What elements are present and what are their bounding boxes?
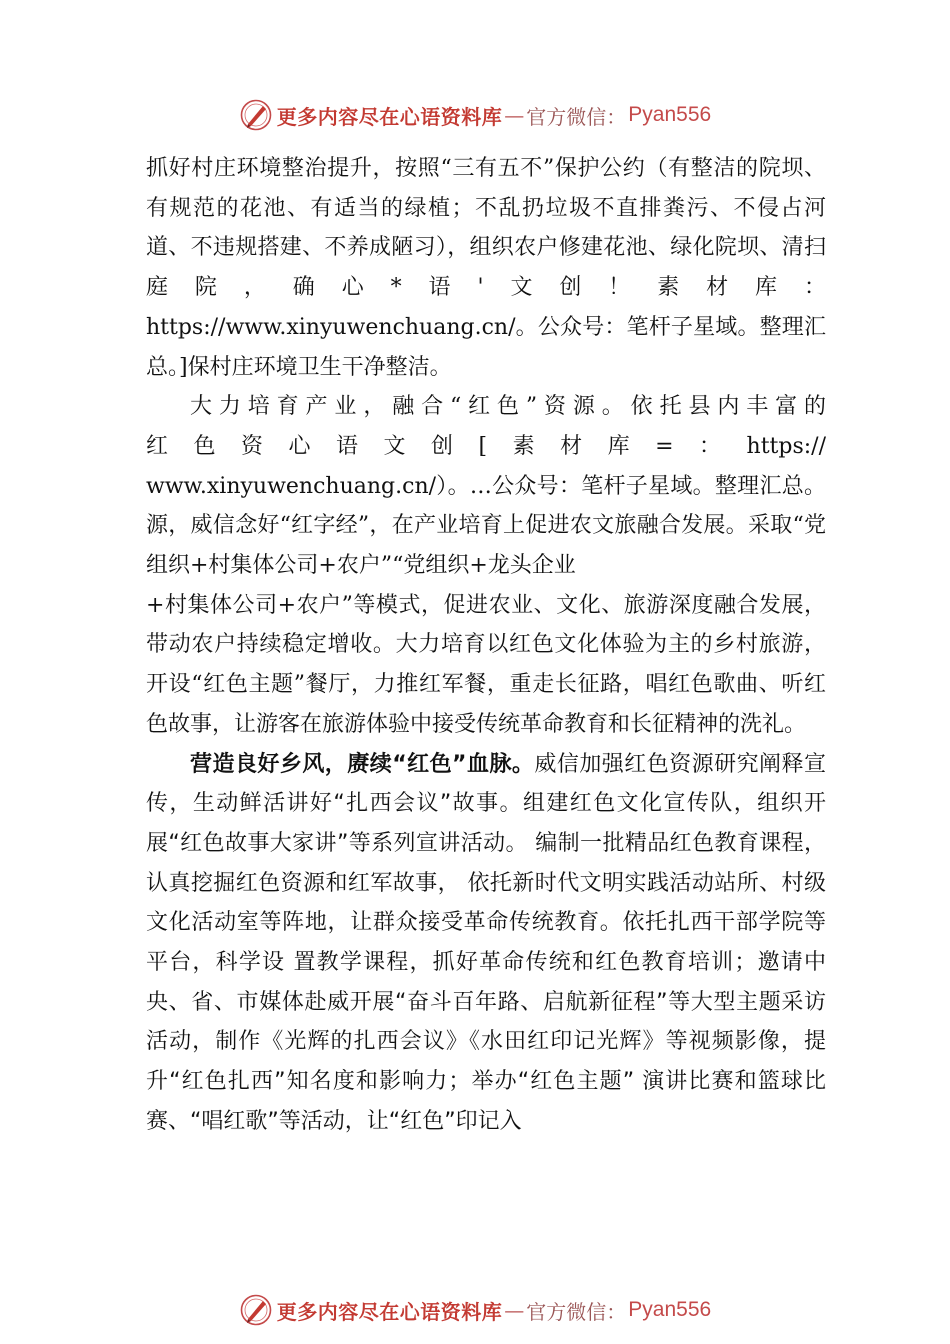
pen-logo-icon	[239, 1293, 273, 1327]
header-banner	[0, 95, 950, 135]
paragraph-models: +村集体公司+农户”等模式，促进农业、文化、旅游深度融合发展，带动农户持续稳定增收。大力培育以红色文化体验为主的乡村旅游，开设“红色主题”餐厅，力推红军餐，重走长征路，唱红色歌曲、听红色故事，让游客在旅游体验中接受传统革命教育和长征精神的洗礼。	[146, 592, 826, 737]
banner-title: 更多内容尽在心语资料库	[276, 104, 503, 129]
paragraph-industry-rest: www.xinyuwenchuang.cn/）。…公众号：笔杆子星域。整理汇总。源，威信念好“红字经”，在产业培育上促进农文旅融合发展。采取“党组织+村集体公司+农户”“党组织+龙头企业	[146, 473, 826, 579]
document-body	[146, 149, 826, 1142]
paragraph-environment: 抓好村庄环境整治提升，按照“三有五不”保护公约（有整洁的院坝、有规范的花池、有适当的绿植；不乱扔垃圾不直排粪污、不侵占河道、不违规搭建、不养成陋习），组织农户修建花池、绿化院坝、清扫庭院，确心*语'文创！素材库：https://www.xinyuwenchuang.cn/。公众号：笔杆子星域。整理汇总。]保村庄环境卫生干净整洁。	[146, 156, 826, 380]
pen-logo-icon	[239, 98, 273, 132]
banner-wechat-id: Pyan556	[628, 103, 712, 126]
paragraph-industry-line2: 红色资心语文创[素材库=：https://	[146, 433, 826, 459]
banner-wechat-label: 官方微信：	[526, 104, 627, 129]
footer-banner	[0, 1290, 950, 1330]
banner-dash: —	[504, 103, 525, 127]
paragraph-culture-body: 威信加强红色资源研究阐释宣传，生动鲜活讲好“扎西会议”故事。组建红色文化宣传队，组织开展“红色故事大家讲”等系列宣讲活动。 编制一批精品红色教育课程，认真挖掘红色资源和红军故事， 依托新时代文明实践活动站所、村级文化活动室等阵地，让群众接受革命传统教育。依托扎西干部学院等平台，科学设 置教学课程，抓好革命传统和红色教育培训；邀请中央、省、市媒体赴威开展“奋斗百年路、启航新征程”等大型主题采访活动，制作《光辉的扎西会议》《水田红印记光辉》等视频影像，提升“红色扎西”知名度和影响力；举办“红色主题” 演讲比赛和篮球比赛、“唱红歌”等活动，让“红色”印记入	[146, 751, 826, 1134]
banner-wechat-id: Pyan556	[628, 1298, 712, 1321]
paragraph-industry-line1: 大力培育产业，融合“红色”资源。依托县内丰富的	[190, 394, 826, 420]
paragraph-culture-lead: 营造良好乡风，赓续“红色”血脉。	[190, 751, 535, 777]
banner-dash: —	[504, 1298, 525, 1322]
banner-wechat-label: 官方微信：	[526, 1299, 627, 1324]
paragraph-culture	[146, 745, 826, 1142]
banner-title: 更多内容尽在心语资料库	[276, 1299, 503, 1324]
